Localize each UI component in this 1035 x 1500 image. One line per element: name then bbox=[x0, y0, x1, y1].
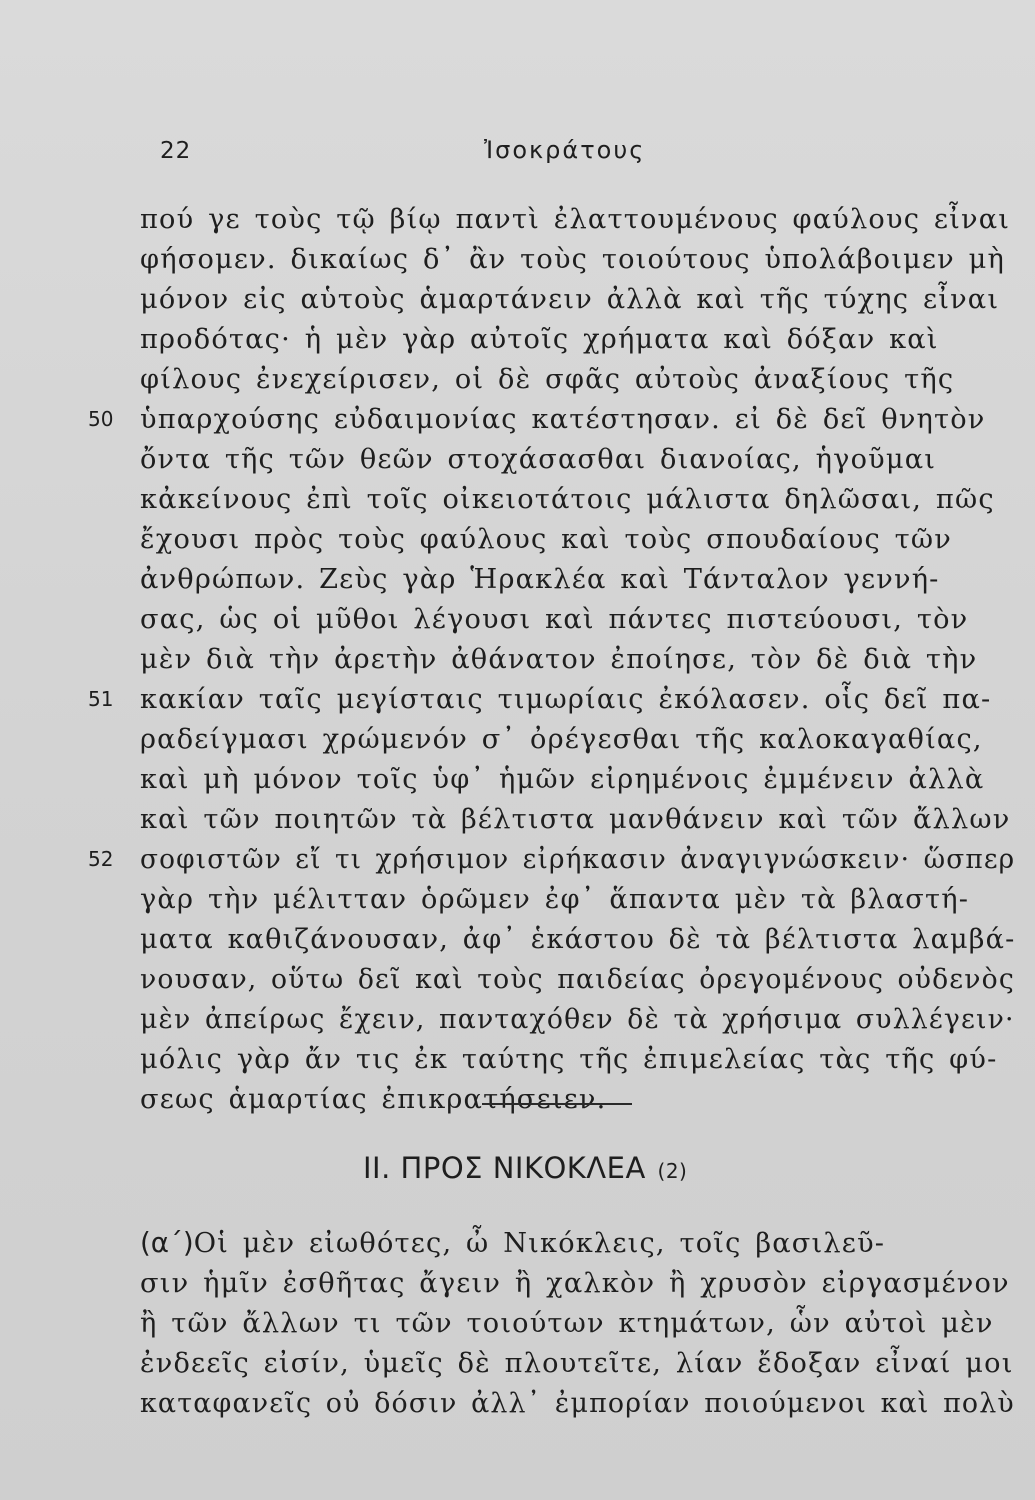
line-text: καταφανεῖς οὐ δόσιν ἀλλ᾿ ἐμπορίαν ποιούμενοι καὶ πολὺ bbox=[140, 1387, 1015, 1419]
line-number: 50 bbox=[88, 407, 114, 431]
line-text: ἐνδεεῖς εἰσίν, ὑμεῖς δὲ πλουτεῖτε, λίαν ἔδοξαν εἶναί μοι bbox=[140, 1347, 1014, 1379]
line-text: σεως ἁμαρτίας ἐπικρατήσειεν. bbox=[140, 1083, 607, 1115]
line-number bbox=[88, 759, 138, 799]
line-text: ματα καθιζάνουσαν, ἀφ᾿ ἑκάστου δὲ τὰ βέλτιστα λαμβά- bbox=[140, 923, 1016, 955]
line-number bbox=[88, 639, 138, 679]
line-number bbox=[88, 599, 138, 639]
line-text: ὄντα τῆς τῶν θεῶν στοχάσασθαι διανοίας, ἡγοῦμαι bbox=[140, 443, 937, 475]
page-number: 22 bbox=[160, 138, 192, 164]
text-line bbox=[140, 1343, 1015, 1383]
text-line bbox=[140, 879, 1015, 919]
line-number bbox=[88, 519, 138, 559]
line-text: ὑπαρχούσης εὐδαιμονίας κατέστησαν. εἰ δὲ δεῖ θνητὸν bbox=[140, 403, 986, 435]
line-number bbox=[88, 999, 138, 1039]
line-text: μόνον εἰς αὑτοὺς ἁμαρτάνειν ἀλλὰ καὶ τῆς τύχης εἶναι bbox=[140, 283, 1000, 315]
line-text: μὲν διὰ τὴν ἀρετὴν ἀθάνατον ἐποίησε, τὸν δὲ διὰ τὴν bbox=[140, 643, 978, 675]
line-text: καὶ μὴ μόνον τοῖς ὑφ᾿ ἡμῶν εἰρημένοις ἐμμένειν ἀλλὰ bbox=[140, 763, 985, 795]
text-line bbox=[140, 279, 1015, 319]
line-text: κἀκείνους ἐπὶ τοῖς οἰκειοτάτοις μάλιστα δηλῶσαι, πῶς bbox=[140, 483, 995, 515]
section-title-text: II. ΠΡΟΣ ΝΙΚΟΚΛΕΑ bbox=[363, 1151, 646, 1185]
line-text: ραδείγμασι χρώμενόν σ᾿ ὀρέγεσθαι τῆς καλοκαγαθίας, bbox=[140, 723, 983, 755]
line-text: προδότας· ἡ μὲν γὰρ αὐτοῖς χρήματα καὶ δόξαν καὶ bbox=[140, 323, 939, 355]
section-title bbox=[363, 1151, 687, 1185]
line-number bbox=[88, 319, 138, 359]
line-number bbox=[88, 879, 138, 919]
line-text: φήσομεν. δικαίως δ᾿ ἂν τοὺς τοιούτους ὑπολάβοιμεν μὴ bbox=[140, 243, 1006, 275]
text-line bbox=[140, 759, 1015, 799]
line-text: γὰρ τὴν μέλιτταν ὁρῶμεν ἐφ᾿ ἅπαντα μὲν τὰ βλαστή- bbox=[140, 883, 970, 915]
line-number bbox=[88, 359, 138, 399]
text-line bbox=[140, 519, 1015, 559]
line-text: σιν ἡμῖν ἐσθῆτας ἄγειν ἢ χαλκὸν ἢ χρυσὸν εἰργασμένον bbox=[140, 1267, 1010, 1299]
text-line bbox=[140, 559, 1015, 599]
line-text: Οἱ μὲν εἰωθότες, ὦ Νικόκλεις, τοῖς βασιλεῦ- bbox=[193, 1227, 886, 1259]
text-line bbox=[140, 799, 1015, 839]
text-line bbox=[140, 719, 1015, 759]
line-number bbox=[88, 559, 138, 599]
paragraph-marker: (α΄) bbox=[140, 1226, 194, 1259]
line-number: 52 bbox=[88, 847, 114, 871]
text-line bbox=[140, 1039, 1015, 1079]
line-number: 51 bbox=[88, 687, 114, 711]
line-text: μόλις γὰρ ἄν τις ἐκ ταύτης τῆς ἐπιμελείας τὰς τῆς φύ- bbox=[140, 1043, 998, 1075]
line-text: πού γε τοὺς τῷ βίῳ παντὶ ἐλαττουμένους φαύλους εἶναι bbox=[140, 203, 1011, 235]
line-text: ἔχουσι πρὸς τοὺς φαύλους καὶ τοὺς σπουδαίους τῶν bbox=[140, 523, 952, 555]
line-number bbox=[88, 439, 138, 479]
line-number bbox=[88, 279, 138, 319]
text-line bbox=[140, 679, 1015, 719]
text-line bbox=[140, 839, 1016, 879]
text-line bbox=[140, 439, 1015, 479]
text-line bbox=[140, 1383, 1015, 1423]
line-number bbox=[88, 799, 138, 839]
text-line bbox=[140, 479, 1015, 519]
running-head: Ἰσοκράτους bbox=[484, 136, 646, 164]
text-line bbox=[140, 359, 1015, 399]
text-line bbox=[140, 399, 1015, 439]
text-line bbox=[140, 999, 1015, 1039]
line-number bbox=[88, 479, 138, 519]
section-divider bbox=[482, 1103, 632, 1105]
line-number bbox=[88, 199, 138, 239]
text-line bbox=[140, 199, 1015, 239]
text-line bbox=[140, 1303, 1015, 1343]
text-line bbox=[140, 1263, 1015, 1303]
text-line bbox=[140, 959, 1015, 999]
line-number bbox=[88, 919, 138, 959]
line-text: κακίαν ταῖς μεγίσταις τιμωρίαις ἐκόλασεν. οἷς δεῖ πα- bbox=[140, 683, 992, 715]
line-number bbox=[88, 1079, 138, 1119]
text-line bbox=[140, 1223, 1015, 1263]
text-line bbox=[140, 239, 1015, 279]
line-number bbox=[88, 1039, 138, 1079]
line-number bbox=[88, 719, 138, 759]
text-line bbox=[140, 319, 1015, 359]
section-title-note: (2) bbox=[657, 1159, 688, 1183]
text-line bbox=[140, 919, 1016, 959]
text-line bbox=[140, 599, 1015, 639]
line-text: μὲν ἀπείρως ἔχειν, πανταχόθεν δὲ τὰ χρήσιμα συλλέγειν· bbox=[140, 1003, 1015, 1035]
line-text: ἢ τῶν ἄλλων τι τῶν τοιούτων κτημάτων, ὧν αὐτοὶ μὲν bbox=[140, 1307, 994, 1339]
line-text: νουσαν, οὕτω δεῖ καὶ τοὺς παιδείας ὀρεγομένους οὐδενὸς bbox=[140, 963, 1015, 995]
line-number bbox=[88, 959, 138, 999]
text-line bbox=[140, 639, 1015, 679]
text-line bbox=[140, 1079, 1015, 1119]
line-text: ἀνθρώπων. Ζεὺς γὰρ Ἡρακλέα καὶ Τάνταλον γεννή- bbox=[140, 563, 940, 595]
line-text: καὶ τῶν ποιητῶν τὰ βέλτιστα μανθάνειν καὶ τῶν ἄλλων bbox=[140, 803, 1011, 835]
line-text: σοφιστῶν εἴ τι χρήσιμον εἰρήκασιν ἀναγιγνώσκειν· ὥσπερ bbox=[140, 843, 1016, 875]
line-text: σας, ὡς οἱ μῦθοι λέγουσι καὶ πάντες πιστεύουσι, τὸν bbox=[140, 603, 969, 635]
line-number bbox=[88, 239, 138, 279]
line-text: φίλους ἐνεχείρισεν, οἱ δὲ σφᾶς αὐτοὺς ἀναξίους τῆς bbox=[140, 363, 955, 395]
